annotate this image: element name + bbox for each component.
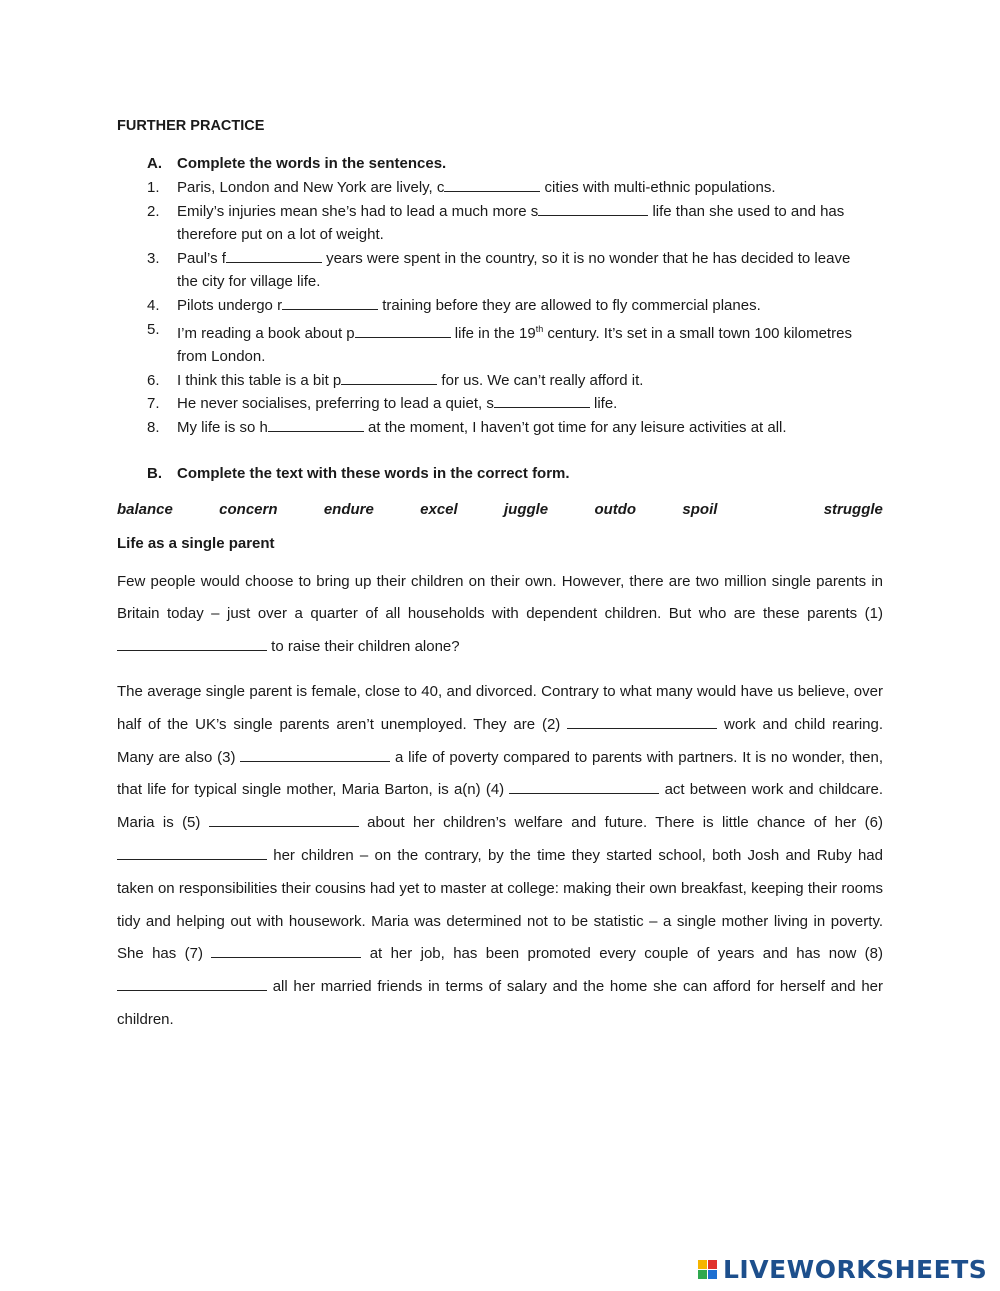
answer-blank[interactable] <box>211 943 361 958</box>
word-bank <box>117 498 883 522</box>
question-item: 3. Paul’s f years were spent in the country, so it is no wonder that he has decided to leave the city for village life. <box>147 249 851 291</box>
page-heading: FURTHER PRACTICE <box>117 118 265 134</box>
answer-blank[interactable] <box>509 779 659 794</box>
word-bank-item: excel <box>420 500 458 518</box>
question-item: 2. Emily’s injuries mean she’s had to lead a much more s life than she used to and has therefore put on a lot of weight. <box>147 202 845 244</box>
logo-text: LIVEWORKSHEETS <box>723 1254 988 1284</box>
answer-blank[interactable] <box>341 370 437 385</box>
word-bank-item: struggle <box>823 500 883 518</box>
liveworksheets-logo <box>698 1254 987 1284</box>
question-item: 6. I think this table is a bit p for us. We can’t really afford it. <box>147 371 644 389</box>
answer-blank[interactable] <box>567 714 717 729</box>
paragraph-2: The average single parent is female, close to 40, and divorced. Contrary to what many would have us believe, over half of the UK’s single parents aren’t unemployed. They are (2) work and child rearing. Many are also (3) a life of poverty compared to parents with partners. It is no wonder, then, that life for typical single mother, Maria Barton, is a(n) (4) act between work and childcare. Maria is (5) about her children’s welfare and future. There is little chance of her (6) her children – on the contrary, by the time they started school, both Josh and Ruby had taken on responsibilities their cousins had yet to master at college: making their own breakfast, keeping their rooms tidy and helping out with housework. Maria was determined not to be statistic – a single mother living in poverty. She has (7) at her job, has been promoted every couple of years and has now (8) all her married friends in terms of salary and the home she can afford for herself and her children. <box>117 682 884 1028</box>
answer-blank[interactable] <box>240 747 390 762</box>
answer-blank[interactable] <box>226 248 322 263</box>
word-bank-item: outdo <box>594 500 637 518</box>
answer-blank[interactable] <box>268 417 364 432</box>
section-a-title: A. Complete the words in the sentences. <box>147 155 447 172</box>
section-b-title: B. Complete the text with these words in the correct form. <box>147 464 570 482</box>
text-title: Life as a single parent <box>117 534 275 552</box>
question-item: 1. Paris, London and New York are lively, c cities with multi-ethnic populations. <box>147 179 776 196</box>
question-item: 5. I’m reading a book about p life in the 19th century. It’s set in a small town 100 kilometres from London. <box>147 320 852 366</box>
paragraph-1: Few people would choose to bring up their children on their own. However, there are two million single parents in Britain today – just over a quarter of all households with dependent children. But who are these parents (1) to raise their children alone? <box>117 572 883 656</box>
answer-blank[interactable] <box>494 393 590 408</box>
answer-blank[interactable] <box>117 976 267 991</box>
word-bank-item: balance <box>117 500 173 518</box>
logo-square <box>698 1270 707 1279</box>
logo-square <box>708 1260 717 1269</box>
logo-square <box>698 1260 707 1269</box>
logo-square <box>708 1270 717 1279</box>
word-bank-item: endure <box>323 500 374 518</box>
question-item: 7. He never socialises, preferring to lead a quiet, s life. <box>147 395 618 413</box>
question-item: 4. Pilots undergo r training before they are allowed to fly commercial planes. <box>147 296 761 314</box>
answer-blank[interactable] <box>117 636 267 651</box>
worksheet-page <box>117 118 883 1049</box>
answer-blank[interactable] <box>209 812 359 827</box>
answer-blank[interactable] <box>355 323 451 338</box>
word-bank-item: concern <box>219 500 278 518</box>
answer-blank[interactable] <box>538 201 648 216</box>
word-bank-item: juggle <box>503 500 549 518</box>
answer-blank[interactable] <box>282 295 378 310</box>
answer-blank[interactable] <box>444 177 540 192</box>
question-item: 8. My life is so h at the moment, I haven’t got time for any leisure activities at all. <box>147 418 787 436</box>
question-list <box>117 176 883 440</box>
logo-mark-icon <box>698 1260 717 1279</box>
word-bank-item: spoil <box>682 500 718 518</box>
answer-blank[interactable] <box>117 845 267 860</box>
